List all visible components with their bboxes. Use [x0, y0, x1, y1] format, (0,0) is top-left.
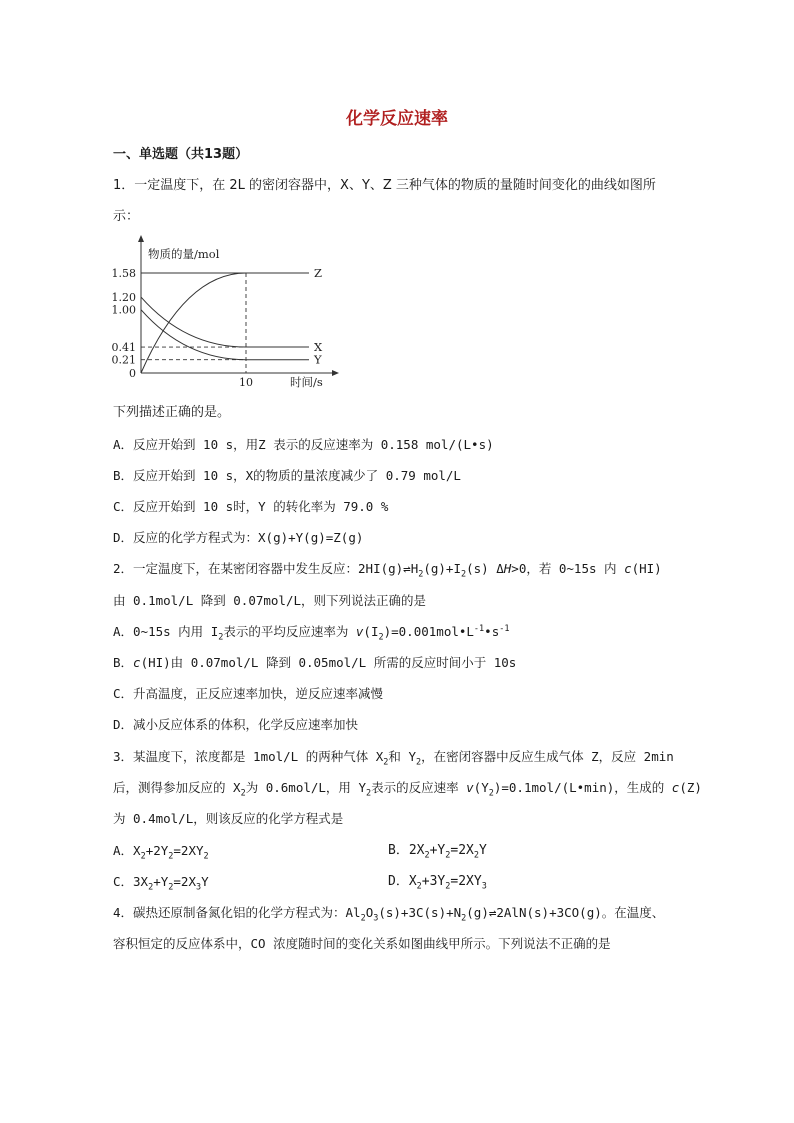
y-tick-label: 1.00	[111, 303, 136, 317]
q3-stem-line1: 3．某温度下，浓度都是 1mol/L 的两种气体 $X_2$和 $Y_2$，在密闭容器中反应生成气体 Z，反应 2min	[113, 749, 674, 768]
x-axis-label: 时间/s	[290, 375, 323, 389]
q1-prompt: 下列描述正确的是。	[113, 405, 231, 420]
x-tick-label: 10	[239, 376, 253, 389]
y-tick-label: 0.41	[111, 341, 136, 355]
y-tick-label: 0	[129, 367, 136, 380]
q3-option-a[interactable]: A．$X_2+2Y_2=2XY_2$	[113, 843, 209, 862]
q2-option-a[interactable]: A．0~15s 内用 $I_2$表示的平均反应速率为 $v(I_2)=0.001mol•L^{-1}•s^{-1}$	[113, 623, 510, 643]
q3-stem-line2: 后，测得参加反应的 $X_2$为 0.6mol/L，用 $Y_2$表示的反应速率 $v(Y_2)=0.1mol/(L•\min)$，生成的 c(Z)	[113, 780, 702, 799]
y-axis-arrow	[138, 235, 144, 242]
q4-stem-line1: 4．碳热还原制备氮化铝的化学方程式为：$Al_2O_3(s)+3C(s)+N_2(g)\rightleftharpoons 2AlN(s)+3CO(g)$。在温度、	[113, 905, 665, 924]
q1-option-d[interactable]: D．反应的化学方程式为：X(g)+Y(g)=Z(g)	[113, 530, 364, 545]
q1-stem-line1: 1．一定温度下，在 2L 的密闭容器中，X、Y、Z 三种气体的物质的量随时间变化的曲线如图所	[113, 178, 656, 193]
q4-stem-line2: 容积恒定的反应体系中，CO 浓度随时间的变化关系如图曲线甲所示。下列说法不正确的是	[113, 936, 611, 951]
q1-chart	[108, 232, 348, 392]
q1-option-b[interactable]: B．反应开始到 10 s，X的物质的量浓度减少了 0.79 mol/L	[113, 468, 461, 483]
q3-option-d[interactable]: D．$X_2+3Y_2=2XY_3$	[388, 874, 487, 892]
y-tick-label: 1.58	[111, 267, 136, 280]
y-axis-label: 物质的量/mol	[148, 247, 220, 261]
q1-option-a[interactable]: A．反应开始到 10 s，用Z 表示的反应速率为 0.158 mol/(L•s)	[113, 437, 494, 452]
y-tick-label: 0.21	[111, 353, 136, 367]
q2-option-b[interactable]: B．c(HI)由 0.07mol/L 降到 0.05mol/L 所需的反应时间小于 10s	[113, 655, 517, 670]
q2-stem-line2: 由 0.1mol/L 降到 0.07mol/L，则下列说法正确的是	[113, 593, 427, 608]
x-axis-arrow	[332, 370, 339, 376]
q1-stem-line2: 示：	[113, 209, 140, 224]
q3-option-b[interactable]: B．$2X_2+Y_2=2X_2Y$	[388, 843, 487, 861]
page-title: 化学反应速率	[346, 109, 448, 129]
q2-stem-line1: 2．一定温度下，在某密闭容器中发生反应：$2HI(g)\rightleftharpoons H_2(g)+I_2(s)$ ΔH>0，若 0~15s 内 c(HI)	[113, 561, 662, 580]
series-label-y: Y	[314, 352, 322, 367]
series-x-line	[141, 297, 309, 347]
series-label-x: X	[314, 340, 323, 355]
q1-option-c[interactable]: C．反应开始到 10 s时，Y 的转化率为 79.0 %	[113, 499, 389, 514]
q2-option-c[interactable]: C．升高温度，正反应速率加快，逆反应速率减慢	[113, 686, 384, 701]
q3-stem-line3: 为 0.4mol/L，则该反应的化学方程式是	[113, 811, 344, 826]
q3-option-c[interactable]: C．$3X_2+Y_2=2X_3Y$	[113, 874, 209, 893]
series-label-z: Z	[314, 266, 322, 280]
series-y-line	[141, 310, 309, 360]
y-tick-label: 1.20	[111, 291, 136, 305]
section-heading: 一、单选题（共13题）	[113, 147, 249, 162]
q2-option-d[interactable]: D．减小反应体系的体积，化学反应速率加快	[113, 717, 359, 732]
